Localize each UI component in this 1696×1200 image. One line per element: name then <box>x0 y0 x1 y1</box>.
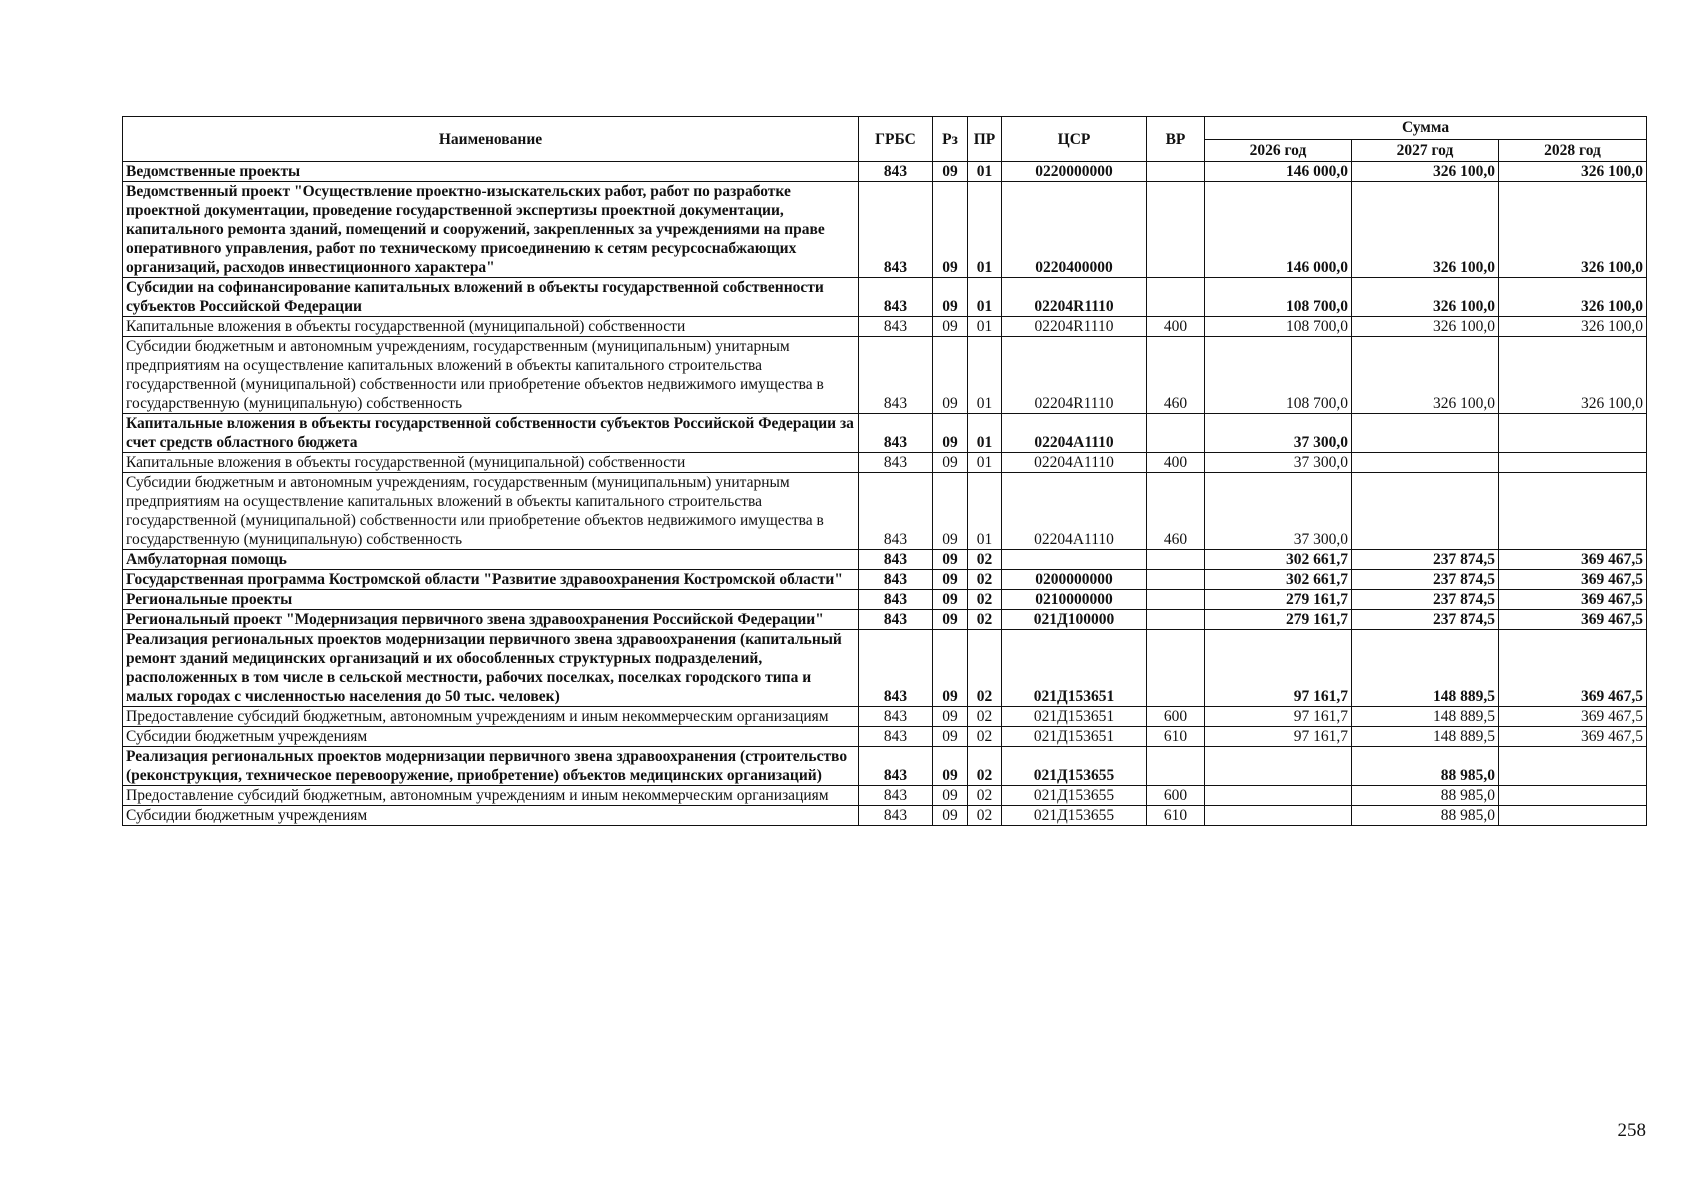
cell-grbs: 843 <box>859 414 933 453</box>
cell-y2028 <box>1499 473 1647 550</box>
cell-grbs: 843 <box>859 610 933 630</box>
cell-y2028: 369 467,5 <box>1499 727 1647 747</box>
cell-y2026: 108 700,0 <box>1205 278 1352 317</box>
cell-y2026: 97 161,7 <box>1205 630 1352 707</box>
cell-rz: 09 <box>933 182 968 278</box>
cell-y2028: 326 100,0 <box>1499 317 1647 337</box>
table-row <box>123 570 1647 590</box>
cell-pr: 02 <box>968 786 1002 806</box>
cell-grbs: 843 <box>859 590 933 610</box>
cell-y2026 <box>1205 747 1352 786</box>
cell-pr: 02 <box>968 630 1002 707</box>
table-row <box>123 473 1647 550</box>
table-row <box>123 317 1647 337</box>
cell-y2028 <box>1499 453 1647 473</box>
cell-name: Государственная программа Костромской области "Развитие здравоохранения Костромской области" <box>123 570 859 590</box>
cell-y2026: 302 661,7 <box>1205 550 1352 570</box>
cell-grbs: 843 <box>859 473 933 550</box>
cell-name: Региональные проекты <box>123 590 859 610</box>
cell-y2027: 148 889,5 <box>1352 630 1499 707</box>
cell-grbs: 843 <box>859 162 933 182</box>
cell-y2027: 326 100,0 <box>1352 337 1499 414</box>
cell-y2027: 237 874,5 <box>1352 570 1499 590</box>
cell-csr: 02204A1110 <box>1002 473 1147 550</box>
table-row <box>123 453 1647 473</box>
table-body <box>123 162 1647 826</box>
table-row <box>123 707 1647 727</box>
cell-y2026: 108 700,0 <box>1205 337 1352 414</box>
cell-name: Субсидии бюджетным и автономным учреждениям, государственным (муниципальным) унитарным предприятиям на осуществление капитальных вложений в объекты капитального строительства государственной (муниципальной) собственности или приобретение объектов недвижимого имущества в государственную (муниципальную) собственность <box>123 337 859 414</box>
cell-rz: 09 <box>933 786 968 806</box>
cell-y2027: 237 874,5 <box>1352 610 1499 630</box>
cell-y2028: 369 467,5 <box>1499 590 1647 610</box>
cell-vr: 610 <box>1147 727 1205 747</box>
table-row <box>123 162 1647 182</box>
cell-y2027: 148 889,5 <box>1352 727 1499 747</box>
cell-grbs: 843 <box>859 707 933 727</box>
cell-csr: 021Д153655 <box>1002 786 1147 806</box>
cell-vr: 400 <box>1147 317 1205 337</box>
table-row <box>123 590 1647 610</box>
cell-name: Субсидии бюджетным и автономным учреждениям, государственным (муниципальным) унитарным предприятиям на осуществление капитальных вложений в объекты капитального строительства государственной (муниципальной) собственности или приобретение объектов недвижимого имущества в государственную (муниципальную) собственность <box>123 473 859 550</box>
cell-rz: 09 <box>933 610 968 630</box>
cell-csr: 0200000000 <box>1002 570 1147 590</box>
cell-grbs: 843 <box>859 570 933 590</box>
cell-name: Капитальные вложения в объекты государственной (муниципальной) собственности <box>123 317 859 337</box>
header-year-2026: 2026 год <box>1205 140 1352 162</box>
cell-y2026: 37 300,0 <box>1205 473 1352 550</box>
cell-name: Региональный проект "Модернизация первичного звена здравоохранения Российской Федерации" <box>123 610 859 630</box>
cell-csr: 021Д153651 <box>1002 707 1147 727</box>
cell-grbs: 843 <box>859 727 933 747</box>
cell-y2026: 302 661,7 <box>1205 570 1352 590</box>
cell-vr <box>1147 278 1205 317</box>
table-row <box>123 806 1647 826</box>
header-year-2027: 2027 год <box>1352 140 1499 162</box>
table-row <box>123 610 1647 630</box>
cell-y2028: 369 467,5 <box>1499 570 1647 590</box>
cell-rz: 09 <box>933 747 968 786</box>
cell-name: Ведомственный проект "Осуществление проектно-изыскательских работ, работ по разработке проектной документации, проведение государственной экспертизы проектной документации, капитального ремонта зданий, помещений и сооружений, закрепленных за учреждениями на праве оперативного управления, работ по техническому присоединению к сетям ресурсоснабжающих организаций, расходов инвестиционного характера" <box>123 182 859 278</box>
cell-vr: 610 <box>1147 806 1205 826</box>
header-sum: Сумма <box>1205 117 1647 140</box>
cell-csr: 021Д153655 <box>1002 806 1147 826</box>
cell-y2026: 97 161,7 <box>1205 707 1352 727</box>
cell-vr: 600 <box>1147 786 1205 806</box>
cell-y2028: 326 100,0 <box>1499 337 1647 414</box>
cell-vr <box>1147 182 1205 278</box>
cell-y2028 <box>1499 414 1647 453</box>
cell-rz: 09 <box>933 590 968 610</box>
cell-y2026 <box>1205 806 1352 826</box>
cell-y2027: 88 985,0 <box>1352 786 1499 806</box>
cell-vr <box>1147 747 1205 786</box>
cell-pr: 01 <box>968 337 1002 414</box>
cell-grbs: 843 <box>859 630 933 707</box>
cell-name: Субсидии на софинансирование капитальных вложений в объекты государственной собственности субъектов Российской Федерации <box>123 278 859 317</box>
cell-csr: 02204R1110 <box>1002 317 1147 337</box>
cell-grbs: 843 <box>859 786 933 806</box>
cell-vr <box>1147 414 1205 453</box>
cell-grbs: 843 <box>859 453 933 473</box>
cell-name: Ведомственные проекты <box>123 162 859 182</box>
cell-y2027 <box>1352 453 1499 473</box>
cell-csr: 0220000000 <box>1002 162 1147 182</box>
cell-grbs: 843 <box>859 182 933 278</box>
table-row <box>123 550 1647 570</box>
header-rz: Рз <box>933 117 968 162</box>
header-grbs: ГРБС <box>859 117 933 162</box>
cell-rz: 09 <box>933 453 968 473</box>
cell-csr: 02204R1110 <box>1002 278 1147 317</box>
table-row <box>123 414 1647 453</box>
cell-y2028 <box>1499 806 1647 826</box>
cell-rz: 09 <box>933 473 968 550</box>
cell-y2026 <box>1205 786 1352 806</box>
cell-y2026: 108 700,0 <box>1205 317 1352 337</box>
cell-vr <box>1147 590 1205 610</box>
cell-csr: 0220400000 <box>1002 182 1147 278</box>
cell-y2026: 37 300,0 <box>1205 453 1352 473</box>
cell-vr: 460 <box>1147 473 1205 550</box>
cell-y2026: 146 000,0 <box>1205 162 1352 182</box>
cell-y2027: 326 100,0 <box>1352 162 1499 182</box>
cell-rz: 09 <box>933 278 968 317</box>
header-year-2028: 2028 год <box>1499 140 1647 162</box>
cell-pr: 02 <box>968 806 1002 826</box>
cell-y2026: 97 161,7 <box>1205 727 1352 747</box>
cell-y2026: 146 000,0 <box>1205 182 1352 278</box>
cell-vr <box>1147 550 1205 570</box>
cell-rz: 09 <box>933 317 968 337</box>
cell-csr: 021Д100000 <box>1002 610 1147 630</box>
cell-rz: 09 <box>933 806 968 826</box>
cell-vr: 460 <box>1147 337 1205 414</box>
cell-y2027: 326 100,0 <box>1352 278 1499 317</box>
header-csr: ЦСР <box>1002 117 1147 162</box>
cell-vr <box>1147 610 1205 630</box>
cell-y2028: 369 467,5 <box>1499 550 1647 570</box>
cell-rz: 09 <box>933 162 968 182</box>
cell-y2028 <box>1499 786 1647 806</box>
cell-pr: 01 <box>968 453 1002 473</box>
cell-grbs: 843 <box>859 747 933 786</box>
cell-rz: 09 <box>933 550 968 570</box>
cell-y2027: 148 889,5 <box>1352 707 1499 727</box>
page-number: 258 <box>1617 1120 1646 1141</box>
cell-y2028: 369 467,5 <box>1499 610 1647 630</box>
cell-rz: 09 <box>933 727 968 747</box>
cell-csr <box>1002 550 1147 570</box>
cell-y2028: 369 467,5 <box>1499 707 1647 727</box>
cell-name: Капитальные вложения в объекты государственной собственности субъектов Российской Федерации за счет средств областного бюджета <box>123 414 859 453</box>
cell-grbs: 843 <box>859 317 933 337</box>
cell-pr: 01 <box>968 414 1002 453</box>
cell-y2027: 88 985,0 <box>1352 806 1499 826</box>
cell-name: Предоставление субсидий бюджетным, автономным учреждениям и иным некоммерческим организациям <box>123 707 859 727</box>
cell-csr: 02204A1110 <box>1002 414 1147 453</box>
cell-pr: 02 <box>968 590 1002 610</box>
cell-name: Амбулаторная помощь <box>123 550 859 570</box>
cell-y2027: 326 100,0 <box>1352 317 1499 337</box>
cell-rz: 09 <box>933 707 968 727</box>
cell-csr: 021Д153651 <box>1002 727 1147 747</box>
cell-y2027: 326 100,0 <box>1352 182 1499 278</box>
table-row <box>123 747 1647 786</box>
cell-csr: 0210000000 <box>1002 590 1147 610</box>
table-row <box>123 337 1647 414</box>
table-row <box>123 182 1647 278</box>
header-vr: ВР <box>1147 117 1205 162</box>
cell-pr: 01 <box>968 317 1002 337</box>
header-name: Наименование <box>123 117 859 162</box>
cell-name: Реализация региональных проектов модернизации первичного звена здравоохранения (капитальный ремонт зданий медицинских организаций и их обособленных структурных подразделений, расположенных в том числе в сельской местности, рабочих поселках, поселках городского типа и малых городах с численностью населения до 50 тыс. человек) <box>123 630 859 707</box>
table-row <box>123 727 1647 747</box>
cell-y2026: 279 161,7 <box>1205 610 1352 630</box>
cell-y2028: 326 100,0 <box>1499 278 1647 317</box>
cell-name: Субсидии бюджетным учреждениям <box>123 727 859 747</box>
cell-csr: 021Д153651 <box>1002 630 1147 707</box>
cell-pr: 01 <box>968 473 1002 550</box>
cell-y2027 <box>1352 473 1499 550</box>
cell-pr: 02 <box>968 747 1002 786</box>
cell-csr: 02204A1110 <box>1002 453 1147 473</box>
cell-vr <box>1147 162 1205 182</box>
cell-y2028: 326 100,0 <box>1499 182 1647 278</box>
cell-y2027: 237 874,5 <box>1352 550 1499 570</box>
cell-grbs: 843 <box>859 550 933 570</box>
cell-y2028: 369 467,5 <box>1499 630 1647 707</box>
header-pr: ПР <box>968 117 1002 162</box>
cell-grbs: 843 <box>859 806 933 826</box>
cell-rz: 09 <box>933 414 968 453</box>
table-row <box>123 786 1647 806</box>
cell-pr: 01 <box>968 162 1002 182</box>
cell-pr: 02 <box>968 610 1002 630</box>
cell-csr: 021Д153655 <box>1002 747 1147 786</box>
cell-grbs: 843 <box>859 278 933 317</box>
cell-name: Реализация региональных проектов модернизации первичного звена здравоохранения (строительство (реконструкция, техническое перевооружение, приобретение) объектов медицинских организаций) <box>123 747 859 786</box>
cell-y2028: 326 100,0 <box>1499 162 1647 182</box>
cell-vr: 600 <box>1147 707 1205 727</box>
cell-name: Субсидии бюджетным учреждениям <box>123 806 859 826</box>
cell-y2027: 88 985,0 <box>1352 747 1499 786</box>
cell-y2027 <box>1352 414 1499 453</box>
cell-vr <box>1147 630 1205 707</box>
cell-y2026: 37 300,0 <box>1205 414 1352 453</box>
table-row <box>123 630 1647 707</box>
cell-pr: 02 <box>968 727 1002 747</box>
cell-y2027: 237 874,5 <box>1352 590 1499 610</box>
cell-pr: 02 <box>968 707 1002 727</box>
cell-pr: 02 <box>968 570 1002 590</box>
cell-name: Предоставление субсидий бюджетным, автономным учреждениям и иным некоммерческим организациям <box>123 786 859 806</box>
cell-name: Капитальные вложения в объекты государственной (муниципальной) собственности <box>123 453 859 473</box>
cell-y2026: 279 161,7 <box>1205 590 1352 610</box>
cell-pr: 01 <box>968 182 1002 278</box>
budget-table <box>122 116 1647 826</box>
cell-csr: 02204R1110 <box>1002 337 1147 414</box>
cell-rz: 09 <box>933 337 968 414</box>
cell-rz: 09 <box>933 570 968 590</box>
cell-pr: 01 <box>968 278 1002 317</box>
cell-rz: 09 <box>933 630 968 707</box>
cell-pr: 02 <box>968 550 1002 570</box>
cell-grbs: 843 <box>859 337 933 414</box>
cell-y2028 <box>1499 747 1647 786</box>
table-row <box>123 278 1647 317</box>
cell-vr <box>1147 570 1205 590</box>
cell-vr: 400 <box>1147 453 1205 473</box>
